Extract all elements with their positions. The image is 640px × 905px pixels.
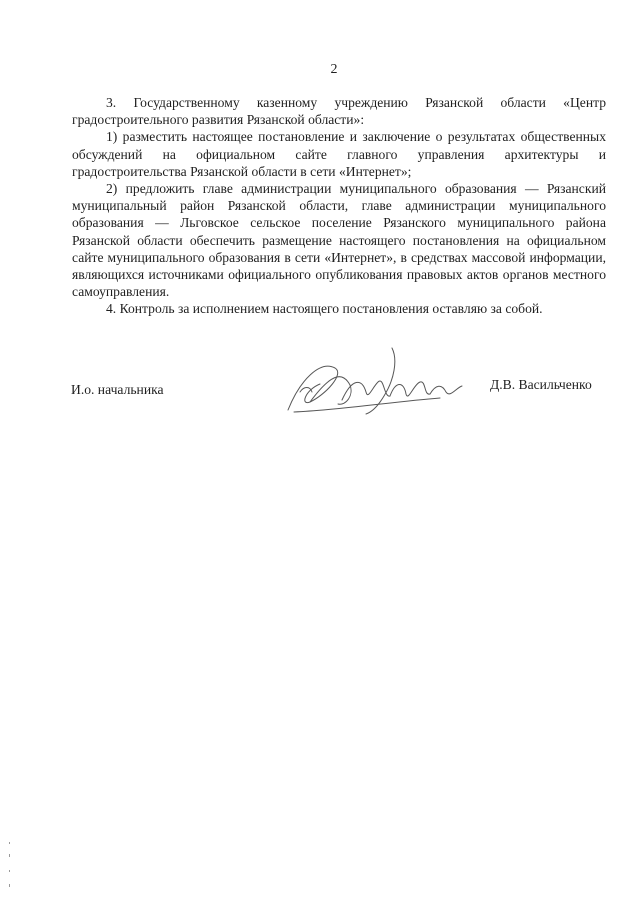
page-number: 2	[330, 62, 338, 77]
paragraph-subitem-1: 1) разместить настоящее постановление и заключение о результатах общественных обсуждений на официальном сайте главного управления архитектуры и градостроительства Рязанской области в сети «Интернет»;	[72, 129, 606, 179]
signer-position: И.о. начальника	[71, 382, 164, 397]
signer-name: Д.В. Васильченко	[490, 377, 592, 392]
scan-edge-marks	[8, 840, 12, 900]
signature-block	[0, 340, 640, 430]
paragraph-subitem-2: 2) предложить главе администрации муниципального образования — Рязанский муниципальный район Рязанской области, главе администрации муниципального образования — Льговское сельское поселение Рязанского муниципального района Рязанской области обеспечить размещение настоящего постановления на официальном сайте муниципального образования в сети «Интернет», в средствах массовой информации, являющихся источниками официального опубликования правовых актов органов местного самоуправления.	[72, 181, 606, 300]
handwritten-signature	[280, 340, 470, 420]
paragraph-item-4: 4. Контроль за исполнением настоящего постановления оставляю за собой.	[106, 301, 543, 317]
paragraph-item-3: 3. Государственному казенному учреждению Рязанской области «Центр градостроительного развития Рязанской области»:	[72, 95, 606, 128]
document-body	[72, 94, 606, 318]
